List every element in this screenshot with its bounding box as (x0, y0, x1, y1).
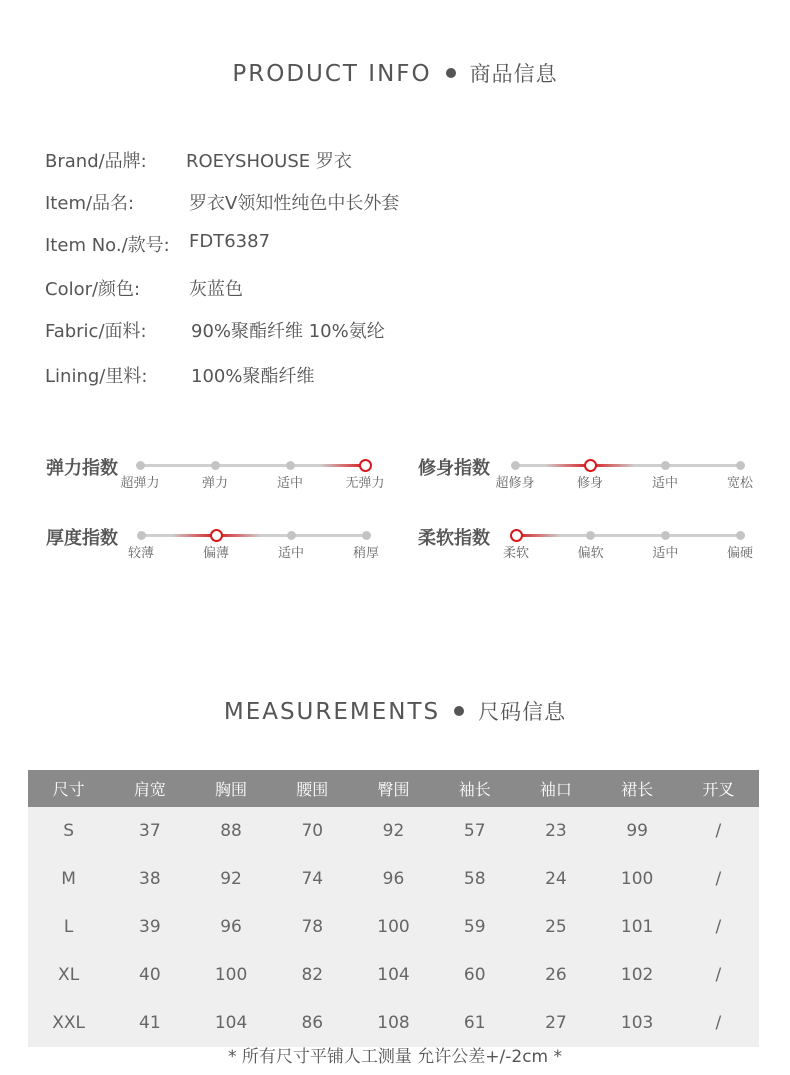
index-scale-label: 适中 (651, 476, 679, 491)
measurements-title-en: MEASUREMENTS (223, 699, 441, 725)
measurement-cell: / (678, 903, 759, 951)
info-value: ROEYSHOUSE 罗衣 (186, 151, 352, 172)
measurement-cell: 26 (515, 951, 596, 999)
index-scale-label: 无弹力 (345, 476, 385, 491)
table-header-cell: 裙长 (597, 770, 678, 807)
index-scale-label: 偏软 (577, 546, 604, 561)
measurement-note: * 所有尺寸平铺人工测量 允许公差+/-2cm * (227, 1047, 563, 1067)
measurement-cell: 103 (597, 999, 678, 1047)
measurement-cell: 58 (434, 855, 515, 903)
size-table (28, 770, 759, 1047)
index-selected-marker (510, 529, 523, 542)
measurement-cell: 39 (109, 903, 190, 951)
info-label: Lining/里料: (45, 366, 148, 387)
index-point (136, 461, 145, 470)
product-info-title-cn: 商品信息 (469, 62, 558, 86)
info-label: Color/颜色: (45, 279, 141, 300)
measurement-cell: 37 (109, 807, 190, 855)
table-row (28, 807, 759, 855)
index-point (137, 531, 146, 540)
info-value: 灰蓝色 (189, 279, 243, 300)
measurement-cell: 74 (272, 855, 353, 903)
table-header-cell: 尺寸 (28, 770, 109, 807)
index-name: 修身指数 (418, 458, 490, 479)
measurement-cell: 92 (190, 855, 271, 903)
index-name: 柔软指数 (418, 528, 490, 549)
index-selected-marker (210, 529, 223, 542)
measurement-cell: / (678, 855, 759, 903)
index-scale-label: 超修身 (495, 476, 535, 491)
measurements-title-cn: 尺码信息 (478, 700, 567, 724)
table-header-cell: 胸围 (190, 770, 271, 807)
measurement-cell: / (678, 951, 759, 999)
index-point (211, 461, 220, 470)
size-label-cell: XXL (28, 999, 109, 1047)
index-name: 厚度指数 (46, 528, 118, 549)
index-point (286, 461, 295, 470)
measurement-cell: 59 (434, 903, 515, 951)
measurement-cell: 61 (434, 999, 515, 1047)
measurement-cell: / (678, 807, 759, 855)
index-point (661, 531, 670, 540)
measurement-cell: 96 (190, 903, 271, 951)
index-highlight (516, 534, 561, 537)
table-row (28, 999, 759, 1047)
measurement-cell: 92 (353, 807, 434, 855)
info-row-lining (45, 362, 315, 388)
index-name: 弹力指数 (46, 458, 118, 479)
index-scale-label: 稍厚 (352, 546, 380, 561)
size-table-header-row (28, 770, 759, 807)
info-row-item-no (45, 231, 271, 257)
info-label: Fabric/面料: (45, 321, 147, 342)
table-header-cell: 腰围 (272, 770, 353, 807)
bullet-dot-icon (446, 68, 456, 78)
index-point (287, 531, 296, 540)
index-scale-label: 偏薄 (202, 546, 230, 561)
index-selected-marker (359, 459, 372, 472)
size-label-cell: XL (28, 951, 109, 999)
index-scale-label: 弹力 (201, 476, 229, 491)
size-label-cell: L (28, 903, 109, 951)
table-header-cell: 开叉 (678, 770, 759, 807)
measurement-cell: 86 (272, 999, 353, 1047)
table-header-cell: 袖长 (434, 770, 515, 807)
size-label-cell: S (28, 807, 109, 855)
index-scale-label: 较薄 (127, 546, 155, 561)
measurement-cell: 82 (272, 951, 353, 999)
measurement-cell: 60 (434, 951, 515, 999)
product-info-title (0, 58, 790, 88)
info-value: 罗衣V领知性纯色中长外套 (189, 193, 400, 214)
measurements-title (0, 696, 790, 726)
info-row-fabric (45, 317, 385, 343)
info-value: 100%聚酯纤维 (191, 366, 315, 387)
index-scale-label: 柔软 (502, 546, 530, 561)
index-scale-label: 适中 (276, 476, 304, 491)
info-row-color (45, 275, 243, 301)
index-scale-label: 修身 (576, 476, 604, 491)
measurement-cell: 99 (597, 807, 678, 855)
measurement-cell: 88 (190, 807, 271, 855)
measurement-cell: 70 (272, 807, 353, 855)
index-softness (418, 524, 758, 564)
measurement-cell: 96 (353, 855, 434, 903)
index-thickness (46, 524, 396, 564)
measurement-cell: 104 (353, 951, 434, 999)
measurement-cell: 24 (515, 855, 596, 903)
measurement-cell: 23 (515, 807, 596, 855)
index-elasticity (46, 454, 396, 494)
measurement-cell: 101 (597, 903, 678, 951)
measurement-cell: 40 (109, 951, 190, 999)
info-value: 90%聚酯纤维 10%氨纶 (191, 321, 385, 342)
table-header-cell: 肩宽 (109, 770, 190, 807)
bullet-dot-icon (454, 706, 464, 716)
measurement-cell: 78 (272, 903, 353, 951)
info-value: FDT6387 (189, 231, 271, 252)
index-point (362, 531, 371, 540)
index-point (736, 461, 745, 470)
measurement-cell: 41 (109, 999, 190, 1047)
index-point (736, 531, 745, 540)
measurement-cell: 100 (597, 855, 678, 903)
measurement-cell: / (678, 999, 759, 1047)
measurement-cell: 100 (353, 903, 434, 951)
index-scale-label: 偏硬 (726, 546, 754, 561)
measurement-cell: 102 (597, 951, 678, 999)
info-label: Item/品名: (45, 193, 135, 214)
size-label-cell: M (28, 855, 109, 903)
index-scale-label: 适中 (277, 546, 305, 561)
table-header-cell: 袖口 (515, 770, 596, 807)
info-label: Brand/品牌: (45, 151, 147, 172)
measurement-cell: 100 (190, 951, 271, 999)
measurement-cell: 57 (434, 807, 515, 855)
measurement-cell: 104 (190, 999, 271, 1047)
table-header-cell: 臀围 (353, 770, 434, 807)
index-scale-label: 超弹力 (120, 476, 160, 491)
measurement-cell: 27 (515, 999, 596, 1047)
measurement-cell: 38 (109, 855, 190, 903)
table-row (28, 951, 759, 999)
index-fit (418, 454, 758, 494)
table-row (28, 855, 759, 903)
index-point (511, 461, 520, 470)
index-point (586, 531, 595, 540)
info-row-item (45, 189, 400, 215)
index-point (661, 461, 670, 470)
index-scale-label: 宽松 (726, 476, 754, 491)
index-scale-label: 适中 (652, 546, 679, 561)
info-label: Item No./款号: (45, 235, 170, 256)
measurement-cell: 108 (353, 999, 434, 1047)
product-info-title-en: PRODUCT INFO (232, 61, 432, 87)
measurement-cell: 25 (515, 903, 596, 951)
info-row-brand (45, 147, 352, 173)
index-selected-marker (584, 459, 597, 472)
table-row (28, 903, 759, 951)
